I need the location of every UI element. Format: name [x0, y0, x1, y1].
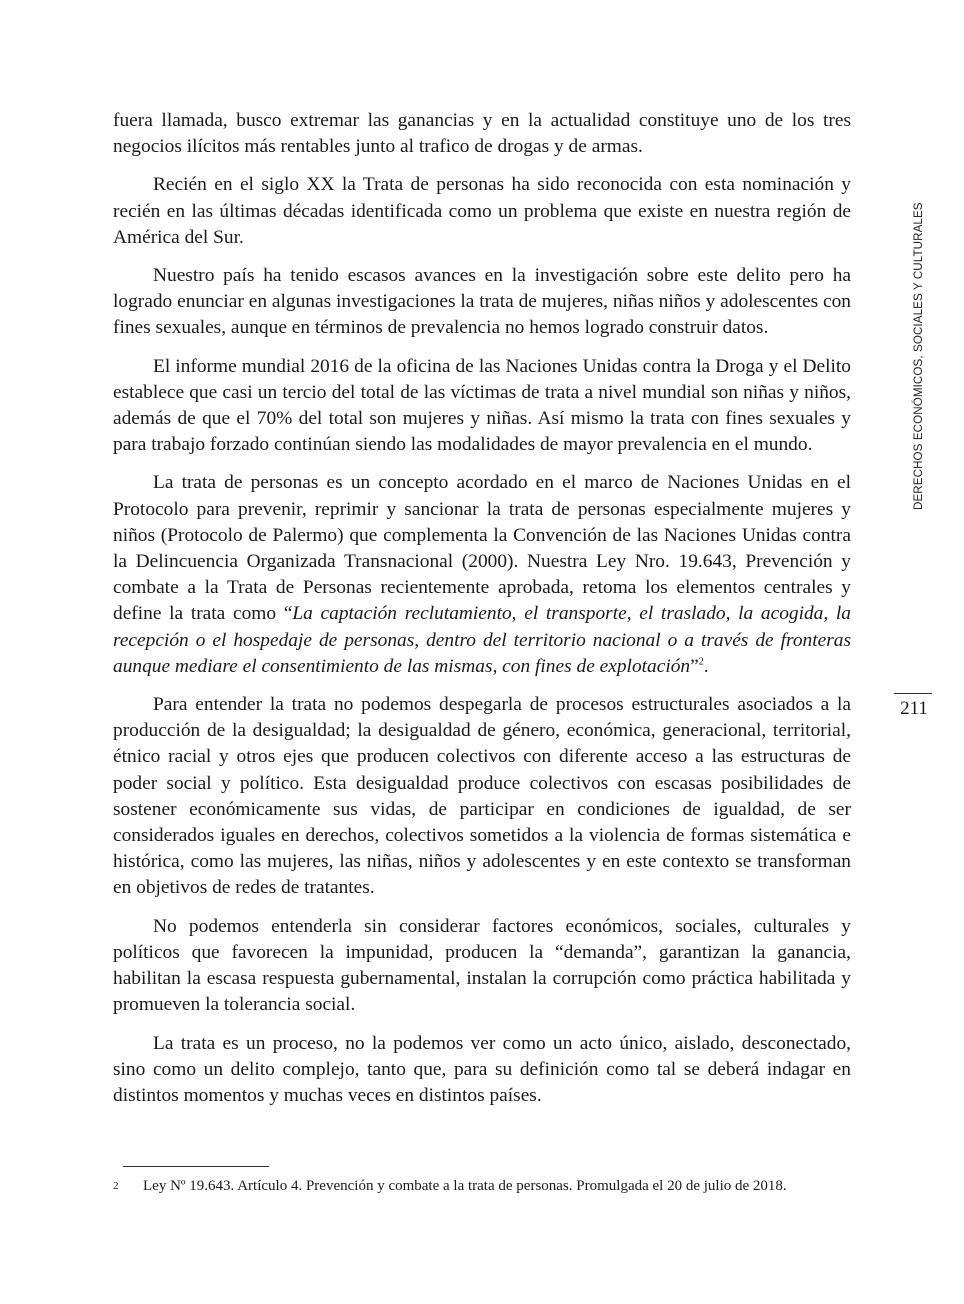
paragraph: La trata es un proceso, no la podemos ver como un acto único, aislado, desconectado, sino como un delito complejo, tanto que, para su definición como tal se deberá indagar en distintos momentos y muchas veces en distintos países.: [113, 1032, 851, 1106]
running-header: DERECHOS ECONÓMICOS, SOCIALES Y CULTURALES: [912, 202, 925, 510]
paragraph: Para entender la trata no podemos despegarla de procesos estructurales asociados a la producción de la desigualdad; la desigualdad de género, económica, generacional, territorial, étnico racial y otros ejes que producen colectivos con diferente acceso a las estructuras de poder social y político. Esta desigualdad produce colectivos con escasas posibilidades de sostener económicamente sus vidas, de participar en condiciones de igualdad, de ser considerados iguales en derechos, colectivos sometidos a la violencia de formas sistemática e histórica, como las mujeres, las niñas, niños y adolescentes y en este contexto se transforman en objetivos de redes de tratantes.: [113, 694, 851, 899]
page-number: 211: [900, 698, 928, 719]
footnote-reference[interactable]: 2: [698, 656, 704, 668]
paragraph: No podemos entenderla sin considerar factores económicos, sociales, culturales y políticos que favorecen la impunidad, producen la “demanda”, garantizan la ganancia, habilitan la escasa respuesta gubernamental, instalan la corrupción como práctica habilitada y promueven la tolerancia social.: [113, 915, 851, 1016]
paragraph-end: .: [703, 655, 709, 677]
quote-close: ”: [690, 655, 699, 677]
page-number-rule: [894, 693, 932, 694]
law-quote: La captación reclutamiento, el transporte, el traslado, la acogida, la recepción o el hospedaje de personas, dentro del territorio nacional o a través de fronteras aunque mediare el consentimiento de las mismas, con fines de explotación: [113, 603, 852, 677]
body-text: [113, 108, 851, 1121]
footnote-text: Ley Nº 19.643. Artículo 4. Prevención y combate a la trata de personas. Promulgada el 20 de julio de 2018.: [143, 1178, 787, 1194]
paragraph: [113, 470, 851, 680]
footnote-mark: 2: [113, 1180, 119, 1192]
footnote-divider: [123, 1166, 269, 1167]
paragraph: Nuestro país ha tenido escasos avances en la investigación sobre este delito pero ha logrado enunciar en algunas investigaciones la trata de mujeres, niñas niños y adolescentes con fines sexuales, aunque en términos de prevalencia no hemos logrado construir datos.: [113, 265, 851, 339]
paragraph: El informe mundial 2016 de la oficina de las Naciones Unidas contra la Droga y el Delito establece que casi un tercio del total de las víctimas de trata a nivel mundial son niñas y niños, además de que el 70% del total son mujeres y niñas. Así mismo la trata con fines sexuales y para trabajo forzado continúan siendo las modalidades de mayor prevalencia en el mundo.: [113, 355, 851, 456]
paragraph: Recién en el siglo XX la Trata de personas ha sido reconocida con esta nominación y recién en las últimas décadas identificada como un problema que existe en nuestra región de América del Sur.: [113, 174, 851, 248]
footnote: [113, 1176, 853, 1196]
paragraph: fuera llamada, busco extremar las ganancias y en la actualidad constituye uno de los tres negocios ilícitos más rentables junto al trafico de drogas y de armas.: [113, 110, 851, 158]
paragraph-text: La trata de personas es un concepto acordado en el marco de Naciones Unidas en el Protocolo para prevenir, reprimir y sancionar la trata de personas especialmente mujeres y niños (Protocolo de Palermo) que complementa la Convención de las Naciones Unidas contra la Delincuencia Organizada Transnacional (2000). Nuestra Ley Nro. 19.643, Prevención y combate a la Trata de Personas recientemente aprobada, retoma los elementos centrales y define la trata como “: [113, 472, 851, 625]
